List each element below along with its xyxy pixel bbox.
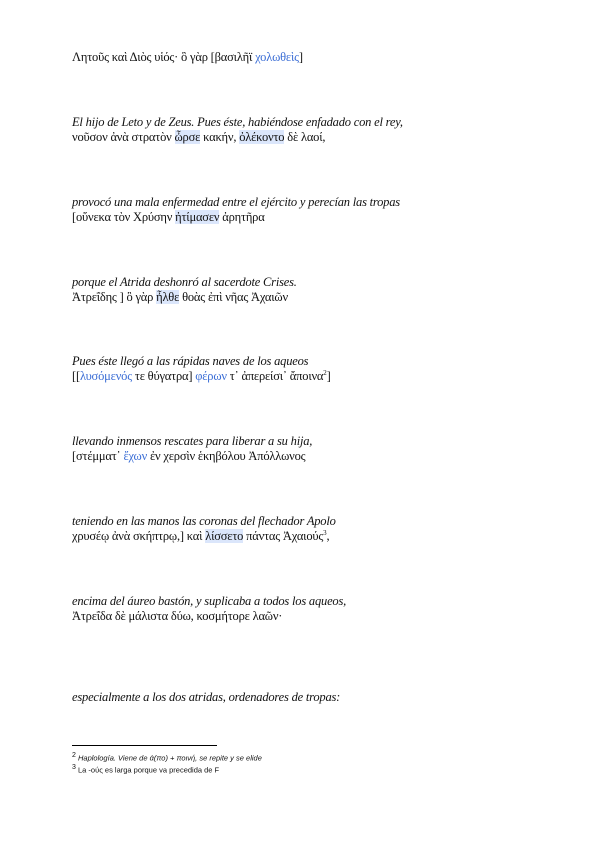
spanish-line-3: porque el Atrida deshonró al sacerdote Crises. (72, 275, 297, 289)
footnote-2 (72, 752, 262, 763)
greek-text: τ᾽ ἀπερείσι᾽ ἄποινα (226, 369, 324, 384)
spanish-line-7: encima del áureo bastón, y suplicaba a todos los aqueos, (72, 594, 347, 608)
greek-text: [οὕνεκα τὸν Χρύσην (72, 210, 176, 224)
greek-text: ] (326, 369, 331, 384)
footnote-ref: 3 (323, 529, 327, 537)
greek-line-8: Ἀτρεΐδα δὲ μάλιστα δύω, κοσμήτορε λαῶν· (72, 609, 283, 623)
greek-text: [στέμματ᾽ (72, 449, 124, 463)
footnote-separator (72, 745, 217, 746)
greek-text: ἐν χερσὶν ἑκηβόλου Ἀπόλλωνος (147, 449, 306, 463)
highlighted-word: χολωθεὶς (255, 50, 299, 64)
highlighted-word: ὦρσε (174, 130, 201, 144)
greek-text: Λητοῦς καὶ Διὸς υἱός· ὃ γὰρ [βασιλῆϊ (72, 50, 256, 64)
spanish-line-4: Pues éste llegó a las rápidas naves de los aqueos (72, 354, 309, 368)
highlighted-word: ἦλθε (156, 290, 180, 304)
greek-text: [[ (72, 369, 80, 384)
spanish-line-8: especialmente a los dos atridas, ordenadores de tropas: (72, 690, 341, 704)
footnote-text: La -ούς es larga porque va precedida de F (78, 765, 220, 775)
footnote-text: Haplología. Viene de ἀ(πο) + ποινή, se repite y se elide (78, 753, 262, 763)
highlighted-word: ὀλέκοντο (239, 130, 285, 144)
highlighted-word: λυσόμενός (79, 369, 132, 384)
greek-line-4 (72, 290, 288, 305)
greek-text: νοῦσον ἀνὰ στρατὸν (72, 130, 175, 144)
footnote-ref: 2 (323, 369, 327, 377)
greek-text: , (326, 529, 330, 544)
spanish-line-6: teniendo en las manos las coronas del flechador Apolo (72, 514, 336, 528)
greek-text: ἀρητῆρα (219, 210, 265, 224)
highlighted-word: λίσσετο (205, 529, 244, 544)
greek-text: χρυσέῳ ἀνὰ σκήπτρῳ,] καὶ (72, 529, 206, 544)
greek-line-3 (72, 210, 265, 225)
footnote-number: 2 (72, 752, 76, 759)
greek-text: θοὰς ἐπὶ νῆας Ἀχαιῶν (179, 290, 288, 304)
spanish-line-1: El hijo de Leto y de Zeus. Pues éste, habiéndose enfadado con el rey, (72, 115, 403, 129)
greek-line-5 (72, 369, 331, 384)
greek-text: Ἀτρεΐδης ] ὃ γὰρ (72, 290, 157, 304)
greek-text: δὲ λαοί, (284, 130, 326, 144)
greek-text: ] (298, 50, 303, 64)
spanish-line-2: provocó una mala enfermedad entre el ejército y perecían las tropas (72, 195, 400, 209)
greek-line-1 (72, 50, 303, 65)
spanish-line-5: llevando inmensos rescates para liberar a su hija, (72, 434, 313, 448)
highlighted-word: ἔχων (123, 449, 148, 463)
greek-text: πάντας Ἀχαιούς (243, 529, 324, 544)
greek-line-6 (72, 449, 305, 464)
greek-line-2 (72, 130, 325, 145)
greek-text: τε θύγατρα] (131, 369, 196, 384)
footnote-3 (72, 764, 219, 775)
greek-line-7 (72, 529, 329, 544)
highlighted-word: φέρων (195, 369, 227, 384)
greek-text: κακήν, (200, 130, 240, 144)
highlighted-word: ἠτίμασεν (175, 210, 220, 224)
footnote-number: 3 (72, 764, 76, 771)
